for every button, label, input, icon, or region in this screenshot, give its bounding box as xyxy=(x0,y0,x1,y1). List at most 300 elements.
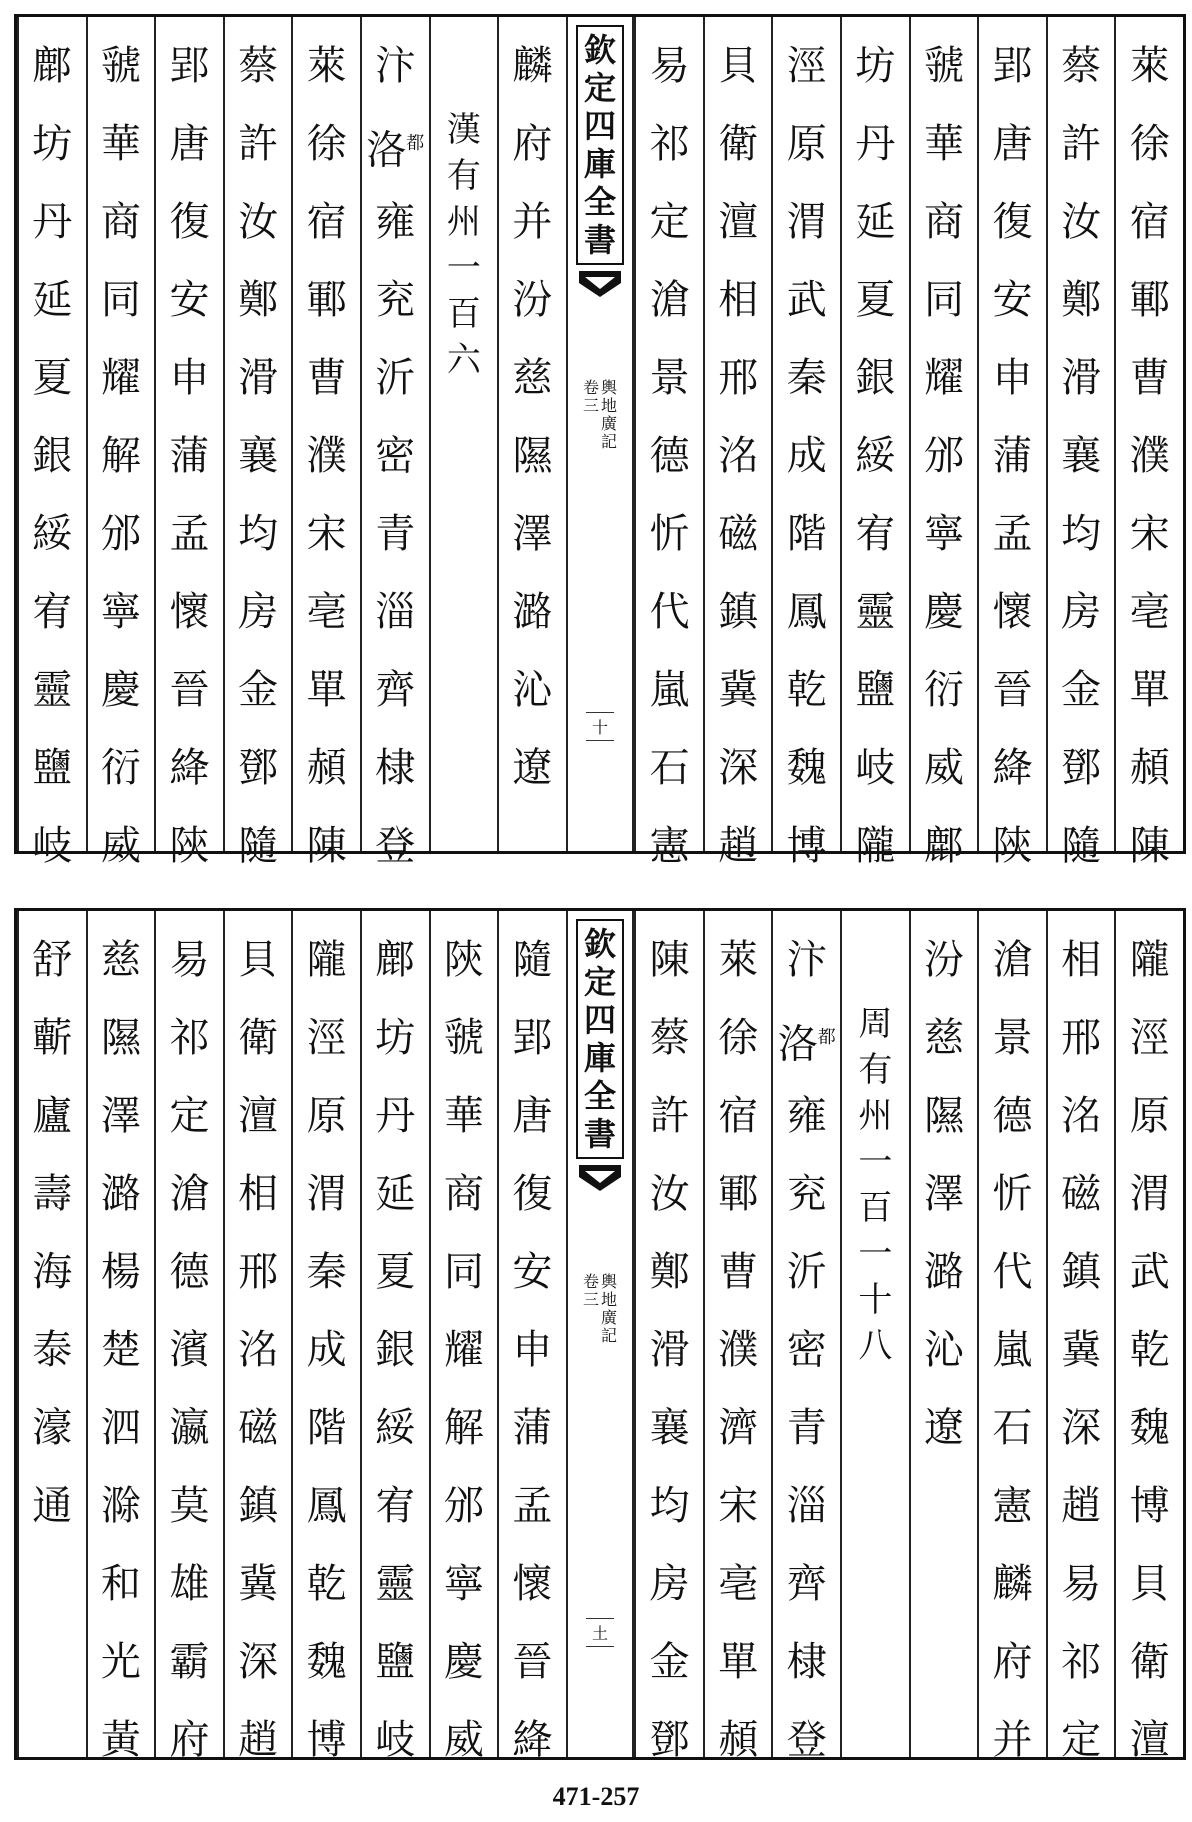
character: 鎮 xyxy=(1061,1249,1102,1295)
character: 汝 xyxy=(238,199,279,245)
character: 沂 xyxy=(375,355,416,401)
character: 乾 xyxy=(1129,1327,1170,1373)
book-title-char: 四 xyxy=(583,107,616,145)
character: 深 xyxy=(238,1639,279,1685)
book-title-char: 全 xyxy=(583,1077,616,1115)
text-column xyxy=(840,17,909,869)
character: 商 xyxy=(923,199,964,245)
text-column xyxy=(429,911,498,1763)
character: 唐 xyxy=(169,121,210,167)
character: 祁 xyxy=(649,121,690,167)
character: 滄 xyxy=(649,277,690,323)
character: 隨 xyxy=(238,823,279,869)
character: 乾 xyxy=(786,667,827,713)
character: 登 xyxy=(375,823,416,869)
text-column xyxy=(634,17,703,869)
character: 易 xyxy=(169,937,210,983)
character: 曹 xyxy=(718,1249,759,1295)
character: 博 xyxy=(786,823,827,869)
book-title-char: 書 xyxy=(583,221,616,259)
character: 鎮 xyxy=(718,589,759,635)
character: 申 xyxy=(512,1327,553,1373)
character: 鳳 xyxy=(306,1483,347,1529)
character: 忻 xyxy=(992,1171,1033,1217)
character: 相 xyxy=(238,1171,279,1217)
book-title-char: 欽 xyxy=(583,31,616,69)
character: 滁 xyxy=(100,1483,141,1529)
character: 澶 xyxy=(718,199,759,245)
character: 定 xyxy=(649,199,690,245)
character: 絳 xyxy=(992,745,1033,791)
character: 磁 xyxy=(238,1405,279,1451)
character: 慈 xyxy=(512,355,553,401)
character: 相 xyxy=(718,277,759,323)
character: 濮 xyxy=(1129,433,1170,479)
text-column xyxy=(223,17,292,869)
character: 銀 xyxy=(32,433,73,479)
character: 耀 xyxy=(100,355,141,401)
text-column xyxy=(17,911,86,1757)
character: 解 xyxy=(443,1405,484,1451)
character: 滑 xyxy=(238,355,279,401)
character: 蔡 xyxy=(238,43,279,89)
character: 石 xyxy=(649,745,690,791)
character: 遼 xyxy=(512,745,553,791)
character: 祁 xyxy=(1061,1639,1102,1685)
character: 宋 xyxy=(718,1483,759,1529)
character: 鄆 xyxy=(718,1171,759,1217)
character: 襄 xyxy=(1061,433,1102,479)
character: 唐 xyxy=(992,121,1033,167)
character: 宿 xyxy=(718,1093,759,1139)
character: 延 xyxy=(855,199,896,245)
character: 均 xyxy=(1061,511,1102,557)
character: 冀 xyxy=(718,667,759,713)
chapter-label-char: 輿 xyxy=(601,378,618,397)
character: 周 xyxy=(858,1004,893,1044)
character: 威 xyxy=(443,1717,484,1763)
character: 憲 xyxy=(992,1483,1033,1529)
character: 忻 xyxy=(649,511,690,557)
character: 壽 xyxy=(32,1171,73,1217)
character: 宥 xyxy=(32,589,73,635)
character: 涇 xyxy=(306,1015,347,1061)
character: 丹 xyxy=(855,121,896,167)
character: 泰 xyxy=(32,1327,73,1373)
chapter-label-char: 卷 xyxy=(582,378,599,397)
character: 廬 xyxy=(32,1093,73,1139)
chapter-label-char: 廣 xyxy=(601,1308,618,1327)
character: 汝 xyxy=(1061,199,1102,245)
character: 衍 xyxy=(100,745,141,791)
character: 耀 xyxy=(443,1327,484,1373)
character: 州 xyxy=(446,202,481,242)
character: 一 xyxy=(858,1234,893,1274)
character: 密 xyxy=(786,1327,827,1373)
character: 貝 xyxy=(1129,1561,1170,1607)
character: 懷 xyxy=(512,1561,553,1607)
character: 蒲 xyxy=(512,1405,553,1451)
heading-column xyxy=(429,17,498,851)
character: 相 xyxy=(1061,937,1102,983)
character: 同 xyxy=(923,277,964,323)
character: 嵐 xyxy=(992,1327,1033,1373)
book-title-char: 四 xyxy=(583,1001,616,1039)
character: 萊 xyxy=(306,43,347,89)
character: 海 xyxy=(32,1249,73,1295)
character: 潞 xyxy=(100,1171,141,1217)
character: 楊 xyxy=(100,1249,141,1295)
character: 渭 xyxy=(306,1171,347,1217)
character: 深 xyxy=(1061,1405,1102,1451)
character: 房 xyxy=(649,1561,690,1607)
text-column xyxy=(771,911,840,1763)
character: 岐 xyxy=(855,745,896,791)
character: 慶 xyxy=(443,1639,484,1685)
character: 滄 xyxy=(169,1171,210,1217)
character: 鄭 xyxy=(238,277,279,323)
fish-tail-icon xyxy=(577,1163,623,1193)
text-column xyxy=(1114,17,1183,869)
character: 八 xyxy=(858,1326,893,1366)
character: 金 xyxy=(238,667,279,713)
character: 武 xyxy=(1129,1249,1170,1295)
text-column xyxy=(497,17,566,851)
character: 靈 xyxy=(32,667,73,713)
character: 許 xyxy=(238,121,279,167)
character: 冀 xyxy=(238,1561,279,1607)
character: 丹 xyxy=(375,1093,416,1139)
character: 宋 xyxy=(306,511,347,557)
character: 潞 xyxy=(923,1249,964,1295)
character: 淄 xyxy=(375,589,416,635)
character: 鄜 xyxy=(923,823,964,869)
character: 亳 xyxy=(306,589,347,635)
character: 威 xyxy=(100,823,141,869)
text-column xyxy=(154,911,223,1763)
character: 深 xyxy=(718,745,759,791)
character: 金 xyxy=(1061,667,1102,713)
text-column xyxy=(1046,17,1115,869)
character: 頳 xyxy=(718,1717,759,1763)
character: 和 xyxy=(100,1561,141,1607)
character: 靈 xyxy=(375,1561,416,1607)
character: 武 xyxy=(786,277,827,323)
character: 原 xyxy=(1129,1093,1170,1139)
character: 磁 xyxy=(718,511,759,557)
book-title xyxy=(576,25,624,265)
character: 棣 xyxy=(786,1639,827,1685)
character: 蒲 xyxy=(992,433,1033,479)
character: 華 xyxy=(100,121,141,167)
character: 博 xyxy=(1129,1483,1170,1529)
character: 青 xyxy=(786,1405,827,1451)
character: 魏 xyxy=(1129,1405,1170,1451)
chapter-label-char: 記 xyxy=(601,1326,618,1345)
character: 岐 xyxy=(375,1717,416,1763)
character: 襄 xyxy=(238,433,279,479)
character: 麟 xyxy=(512,43,553,89)
heading-column xyxy=(840,911,909,1757)
character: 青 xyxy=(375,511,416,557)
character: 舒 xyxy=(32,937,73,983)
character: 鄭 xyxy=(649,1249,690,1295)
character: 府 xyxy=(512,121,553,167)
character: 滄 xyxy=(992,937,1033,983)
character: 萊 xyxy=(718,937,759,983)
character: 頳 xyxy=(1129,745,1170,791)
character: 石 xyxy=(992,1405,1033,1451)
character: 陳 xyxy=(1129,823,1170,869)
character: 澤 xyxy=(100,1093,141,1139)
character: 趙 xyxy=(238,1717,279,1763)
chapter-label-char: 三 xyxy=(582,1290,599,1309)
character: 泗 xyxy=(100,1405,141,1451)
character: 雄 xyxy=(169,1561,210,1607)
character: 憲 xyxy=(649,823,690,869)
text-column xyxy=(223,911,292,1763)
character: 華 xyxy=(923,121,964,167)
character: 亳 xyxy=(1129,589,1170,635)
character: 均 xyxy=(649,1483,690,1529)
character: 慶 xyxy=(923,589,964,635)
character: 晉 xyxy=(512,1639,553,1685)
character: 沂 xyxy=(786,1249,827,1295)
character: 安 xyxy=(169,277,210,323)
character: 齊 xyxy=(375,667,416,713)
character: 貝 xyxy=(238,937,279,983)
character: 坊 xyxy=(32,121,73,167)
book-title-char: 定 xyxy=(583,963,616,1001)
character: 單 xyxy=(718,1639,759,1685)
book-title-char: 全 xyxy=(583,183,616,221)
character: 同 xyxy=(100,277,141,323)
character: 許 xyxy=(1061,121,1102,167)
character: 鄜 xyxy=(375,937,416,983)
character: 州 xyxy=(858,1096,893,1136)
character: 階 xyxy=(306,1405,347,1451)
character: 趙 xyxy=(718,823,759,869)
character: 邠 xyxy=(923,433,964,479)
character: 貝 xyxy=(718,43,759,89)
bottom-page xyxy=(14,908,1186,1763)
character: 景 xyxy=(649,355,690,401)
character: 滑 xyxy=(1061,355,1102,401)
character: 一 xyxy=(858,1142,893,1182)
character: 孟 xyxy=(992,511,1033,557)
character: 景 xyxy=(992,1015,1033,1061)
character: 宥 xyxy=(375,1483,416,1529)
book-title-char: 庫 xyxy=(583,1039,616,1077)
character: 宿 xyxy=(1129,199,1170,245)
text-column xyxy=(360,17,429,869)
character: 百 xyxy=(446,294,481,334)
character: 魏 xyxy=(306,1639,347,1685)
leaf-number: 土 xyxy=(586,1618,614,1647)
character: 宿 xyxy=(306,199,347,245)
character: 襄 xyxy=(649,1405,690,1451)
character: 濱 xyxy=(169,1327,210,1373)
chapter-label-char: 廣 xyxy=(601,414,618,433)
character: 安 xyxy=(512,1249,553,1295)
chapter-label-char: 地 xyxy=(601,396,618,415)
text-column xyxy=(977,17,1046,869)
character: 并 xyxy=(512,199,553,245)
character: 邠 xyxy=(100,511,141,557)
character: 涇 xyxy=(1129,1015,1170,1061)
character: 宋 xyxy=(1129,511,1170,557)
character: 夏 xyxy=(32,355,73,401)
character: 銀 xyxy=(375,1327,416,1373)
character: 陝 xyxy=(169,823,210,869)
character: 鹽 xyxy=(32,745,73,791)
character: 鹽 xyxy=(375,1639,416,1685)
character: 隰 xyxy=(100,1015,141,1061)
character: 潞 xyxy=(512,589,553,635)
character: 房 xyxy=(238,589,279,635)
character: 衛 xyxy=(718,121,759,167)
character: 邢 xyxy=(1061,1015,1102,1061)
book-title-char: 書 xyxy=(583,1115,616,1153)
character: 虢 xyxy=(100,43,141,89)
character: 郢 xyxy=(512,1015,553,1061)
character: 莫 xyxy=(169,1483,210,1529)
character: 楚 xyxy=(100,1327,141,1373)
character: 解 xyxy=(100,433,141,479)
character: 光 xyxy=(100,1639,141,1685)
text-column xyxy=(291,911,360,1763)
character: 鄭 xyxy=(1061,277,1102,323)
character: 復 xyxy=(992,199,1033,245)
character: 晉 xyxy=(992,667,1033,713)
book-title-char: 庫 xyxy=(583,145,616,183)
character: 郢 xyxy=(169,43,210,89)
character: 一 xyxy=(446,248,481,288)
character: 有 xyxy=(446,156,481,196)
character: 鄧 xyxy=(649,1717,690,1763)
book-title xyxy=(576,919,624,1159)
character: 鳳 xyxy=(786,589,827,635)
character: 渭 xyxy=(1129,1171,1170,1217)
character: 澤 xyxy=(923,1171,964,1217)
character: 秦 xyxy=(786,355,827,401)
character: 兖 xyxy=(375,277,416,323)
character: 商 xyxy=(100,199,141,245)
character: 鄧 xyxy=(1061,745,1102,791)
character: 密 xyxy=(375,433,416,479)
character: 原 xyxy=(786,121,827,167)
character: 衍 xyxy=(923,667,964,713)
character: 復 xyxy=(512,1171,553,1217)
character: 坊 xyxy=(855,43,896,89)
character: 陳 xyxy=(306,823,347,869)
text-column xyxy=(1114,911,1183,1763)
character: 博 xyxy=(306,1717,347,1763)
character: 代 xyxy=(649,589,690,635)
character: 滑 xyxy=(649,1327,690,1373)
character: 隰 xyxy=(923,1093,964,1139)
character: 洺 xyxy=(1061,1093,1102,1139)
book-title-char: 欽 xyxy=(583,925,616,963)
character: 單 xyxy=(306,667,347,713)
text-column xyxy=(154,17,223,869)
character: 延 xyxy=(32,277,73,323)
character: 隨 xyxy=(512,937,553,983)
character: 宥 xyxy=(855,511,896,557)
character: 黃 xyxy=(100,1717,141,1763)
text-column xyxy=(1046,911,1115,1763)
top-page xyxy=(14,14,1186,869)
character: 德 xyxy=(649,433,690,479)
page-number: 471-257 xyxy=(552,1782,640,1811)
character: 汾 xyxy=(923,937,964,983)
character: 郢 xyxy=(992,43,1033,89)
character: 易 xyxy=(649,43,690,89)
character: 孟 xyxy=(169,511,210,557)
character: 有 xyxy=(858,1050,893,1090)
chapter-label-char: 記 xyxy=(601,432,618,451)
center-strip xyxy=(566,911,635,1757)
character: 齊 xyxy=(786,1561,827,1607)
small-note: 都 xyxy=(817,1027,836,1048)
character: 懷 xyxy=(992,589,1033,635)
character: 霸 xyxy=(169,1639,210,1685)
character: 絳 xyxy=(169,745,210,791)
character: 鄆 xyxy=(306,277,347,323)
center-strip xyxy=(566,17,635,851)
character: 易 xyxy=(1061,1561,1102,1607)
character: 十 xyxy=(858,1280,893,1320)
character: 許 xyxy=(649,1093,690,1139)
character: 安 xyxy=(992,277,1033,323)
character: 申 xyxy=(169,355,210,401)
character: 洛$^都$ xyxy=(366,127,425,174)
character: 雍 xyxy=(375,199,416,245)
character: 絳 xyxy=(512,1717,553,1763)
character: 蘄 xyxy=(32,1015,73,1061)
character: 徐 xyxy=(306,121,347,167)
character: 濮 xyxy=(718,1327,759,1373)
character: 沁 xyxy=(923,1327,964,1373)
character: 虢 xyxy=(923,43,964,89)
character: 濠 xyxy=(32,1405,73,1451)
text-column xyxy=(86,911,155,1763)
character: 階 xyxy=(786,511,827,557)
character: 鹽 xyxy=(855,667,896,713)
character: 綏 xyxy=(855,433,896,479)
chapter-label-char: 三 xyxy=(582,396,599,415)
character: 虢 xyxy=(443,1015,484,1061)
character: 汴 xyxy=(375,43,416,89)
character: 嵐 xyxy=(649,667,690,713)
character: 丹 xyxy=(32,199,73,245)
text-column xyxy=(17,17,86,869)
character: 六 xyxy=(446,340,481,380)
character: 隴 xyxy=(855,823,896,869)
character: 邠 xyxy=(443,1483,484,1529)
text-column xyxy=(86,17,155,869)
character: 秦 xyxy=(306,1249,347,1295)
character: 威 xyxy=(923,745,964,791)
character: 遼 xyxy=(923,1405,964,1451)
character: 德 xyxy=(169,1249,210,1295)
text-column xyxy=(497,911,566,1763)
character: 坊 xyxy=(375,1015,416,1061)
character: 金 xyxy=(649,1639,690,1685)
character: 申 xyxy=(992,355,1033,401)
character: 鄜 xyxy=(32,43,73,89)
character: 麟 xyxy=(992,1561,1033,1607)
